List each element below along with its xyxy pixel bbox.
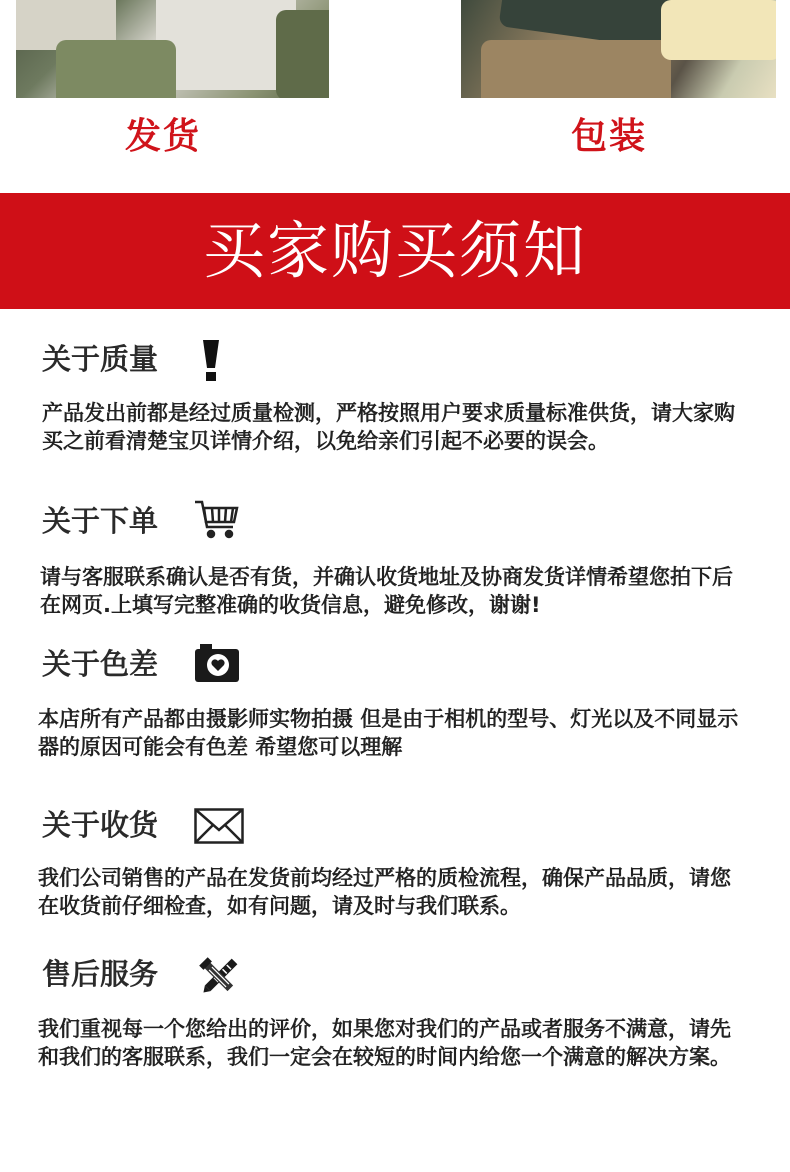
section-heading: 关于下单 — [42, 504, 159, 538]
section-heading: 关于色差 — [42, 647, 159, 681]
section-heading: 关于收货 — [42, 808, 159, 842]
section-heading: 售后服务 — [42, 957, 159, 991]
section-body: 本店所有产品都由摄影师实物拍摄 但是由于相机的型号、灯光以及不同显示器的原因可能会有色差 希望您可以理解 — [38, 707, 739, 759]
shipping-photo — [16, 0, 329, 98]
shipping-caption: 发货 — [124, 116, 201, 157]
section-ordering — [0, 497, 790, 627]
envelope-icon — [194, 808, 244, 848]
section-after-sales — [0, 952, 790, 1102]
tools-icon — [196, 955, 242, 1003]
section-body: 请与客服联系确认是否有货，并确认收货地址及协商发货详情希望您拍下后在网页.上填写完整准确的收货信息，避免修改，谢谢! — [40, 565, 733, 617]
packing-photo — [461, 0, 776, 98]
section-heading: 关于质量 — [42, 342, 159, 376]
section-receiving — [0, 803, 790, 933]
section-body: 我们重视每一个您给出的评价，如果您对我们的产品或者服务不满意，请先和我们的客服联系，我们一定会在较短的时间内给您一个满意的解决方案。 — [38, 1017, 731, 1069]
packing-caption: 包装 — [570, 116, 647, 157]
exclamation-icon — [200, 338, 222, 386]
banner-title: 买家购买须知 — [202, 214, 587, 287]
section-body: 我们公司销售的产品在发货前均经过严格的质检流程，确保产品品质，请您在收货前仔细检查，如有问题，请及时与我们联系。 — [38, 866, 731, 918]
camera-icon — [194, 643, 240, 687]
shopping-cart-icon — [193, 499, 241, 545]
section-body: 产品发出前都是经过质量检测，严格按照用户要求质量标准供货，请大家购买之前看清楚宝贝详情介绍，以免给亲们引起不必要的误会。 — [42, 401, 735, 453]
section-color — [0, 640, 790, 770]
section-quality — [0, 338, 790, 478]
